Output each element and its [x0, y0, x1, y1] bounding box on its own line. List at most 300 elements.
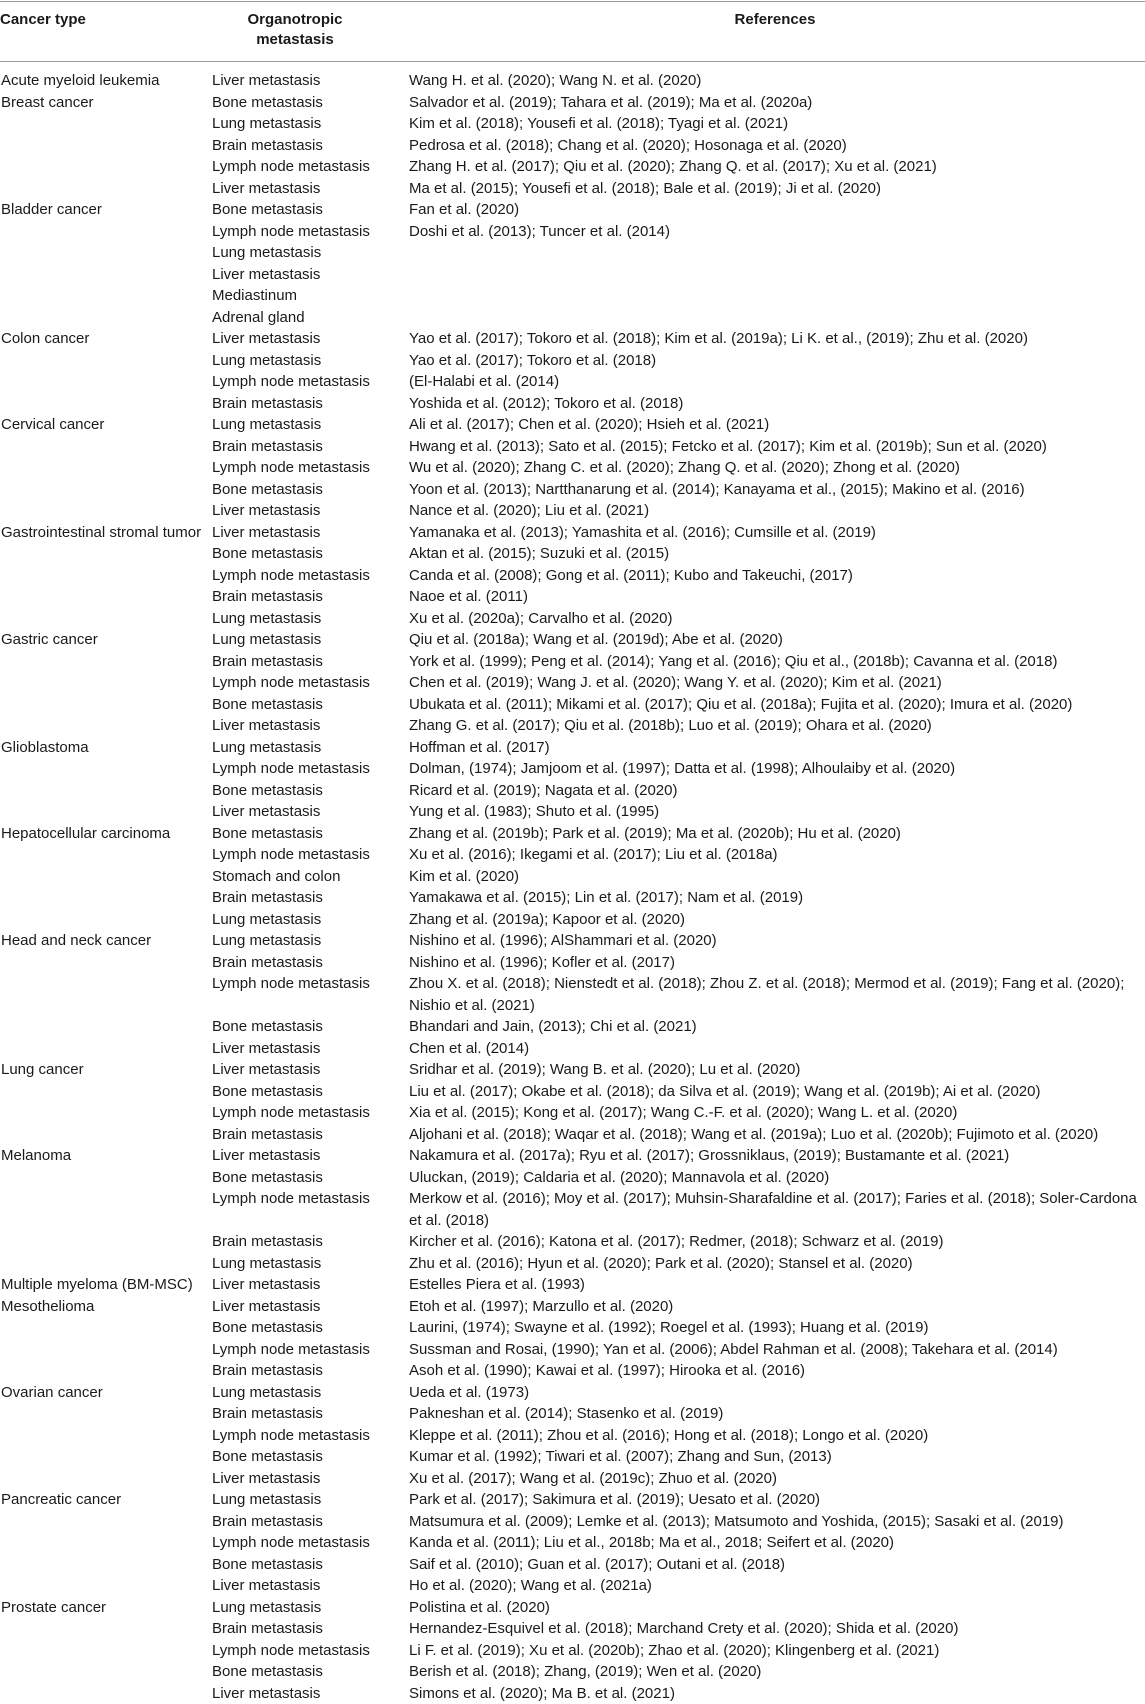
cell-cancer-type: [0, 1446, 212, 1468]
table-row: [0, 1317, 1145, 1339]
cell-metastasis: Lung metastasis: [212, 737, 409, 759]
cell-cancer-type: [0, 500, 212, 522]
cell-cancer-type: Ovarian cancer: [0, 1382, 212, 1404]
cell-metastasis: Bone metastasis: [212, 1317, 409, 1339]
table-row: [0, 1016, 1145, 1038]
cell-cancer-type: [0, 436, 212, 458]
cell-cancer-type: Pancreatic cancer: [0, 1489, 212, 1511]
cell-metastasis: Lung metastasis: [212, 350, 409, 372]
cell-cancer-type: [0, 844, 212, 866]
cell-references: Chen et al. (2014): [409, 1038, 1145, 1060]
cell-cancer-type: Acute myeloid leukemia: [0, 70, 212, 92]
cell-cancer-type: [0, 242, 212, 264]
cell-cancer-type: [0, 350, 212, 372]
cell-references: Doshi et al. (2013); Tuncer et al. (2014): [409, 221, 1145, 243]
cell-metastasis: Lung metastasis: [212, 1382, 409, 1404]
cell-metastasis: Lymph node metastasis: [212, 221, 409, 243]
table-row: [0, 1102, 1145, 1124]
cell-metastasis: Liver metastasis: [212, 178, 409, 200]
table-row: [0, 1124, 1145, 1146]
cell-cancer-type: [0, 285, 212, 307]
cell-metastasis: Bone metastasis: [212, 823, 409, 845]
cell-cancer-type: [0, 1124, 212, 1146]
cell-references: Nakamura et al. (2017a); Ryu et al. (2017); Grossniklaus, (2019); Bustamante et al. (2021): [409, 1145, 1145, 1167]
cell-references: Liu et al. (2017); Okabe et al. (2018); da Silva et al. (2019); Wang et al. (2019b); Ai et al. (2020): [409, 1081, 1145, 1103]
cell-references: Laurini, (1974); Swayne et al. (1992); Roegel et al. (1993); Huang et al. (2019): [409, 1317, 1145, 1339]
table-row: [0, 608, 1145, 630]
cell-cancer-type: Gastrointestinal stromal tumor: [0, 522, 212, 544]
cell-metastasis: Mediastinum: [212, 285, 409, 307]
cell-cancer-type: [0, 1167, 212, 1189]
table-row: [0, 264, 1145, 286]
cell-references: Yao et al. (2017); Tokoro et al. (2018): [409, 350, 1145, 372]
cell-references: Saif et al. (2010); Guan et al. (2017); Outani et al. (2018): [409, 1554, 1145, 1576]
cell-references: Merkow et al. (2016); Moy et al. (2017); Muhsin-Sharafaldine et al. (2017); Faries et al. (2018); Soler-Cardona et al. (2018): [409, 1188, 1145, 1231]
cell-references: Kim et al. (2020): [409, 866, 1145, 888]
cell-cancer-type: [0, 1317, 212, 1339]
cell-cancer-type: [0, 565, 212, 587]
cell-metastasis: Lung metastasis: [212, 1253, 409, 1275]
cell-references: Simons et al. (2020); Ma B. et al. (2021): [409, 1683, 1145, 1704]
cell-references: Yamanaka et al. (2013); Yamashita et al. (2016); Cumsille et al. (2019): [409, 522, 1145, 544]
cell-metastasis: Lymph node metastasis: [212, 973, 409, 1016]
table-row: [0, 1489, 1145, 1511]
cell-references: Yung et al. (1983); Shuto et al. (1995): [409, 801, 1145, 823]
table-row: [0, 113, 1145, 135]
cell-cancer-type: [0, 1532, 212, 1554]
cell-cancer-type: [0, 780, 212, 802]
cell-references: Etoh et al. (1997); Marzullo et al. (2020): [409, 1296, 1145, 1318]
cell-references: Ali et al. (2017); Chen et al. (2020); Hsieh et al. (2021): [409, 414, 1145, 436]
cell-references: Dolman, (1974); Jamjoom et al. (1997); Datta et al. (1998); Alhoulaiby et al. (2020): [409, 758, 1145, 780]
header-rule: [0, 61, 1145, 62]
cell-cancer-type: [0, 1575, 212, 1597]
cell-metastasis: Bone metastasis: [212, 1661, 409, 1683]
cell-metastasis: Liver metastasis: [212, 522, 409, 544]
cell-metastasis: Bone metastasis: [212, 1016, 409, 1038]
table-row: [0, 629, 1145, 651]
table-row: [0, 393, 1145, 415]
table-row: [0, 1661, 1145, 1683]
table-row: [0, 178, 1145, 200]
cell-metastasis: Liver metastasis: [212, 328, 409, 350]
cell-cancer-type: [0, 909, 212, 931]
header-organotropic-metastasis: Organotropic metastasis: [211, 10, 379, 50]
cell-cancer-type: Head and neck cancer: [0, 930, 212, 952]
table-row: [0, 651, 1145, 673]
cell-references: Hwang et al. (2013); Sato et al. (2015); Fetcko et al. (2017); Kim et al. (2019b); Sun et al. (2020): [409, 436, 1145, 458]
table-row: [0, 307, 1145, 329]
cell-metastasis: Brain metastasis: [212, 1403, 409, 1425]
cell-cancer-type: [0, 1231, 212, 1253]
cell-cancer-type: [0, 543, 212, 565]
cell-cancer-type: [0, 113, 212, 135]
cell-metastasis: Liver metastasis: [212, 1038, 409, 1060]
cell-cancer-type: [0, 264, 212, 286]
cell-references: Ueda et al. (1973): [409, 1382, 1145, 1404]
table-row: [0, 1446, 1145, 1468]
table-row: [0, 1683, 1145, 1704]
cell-cancer-type: [0, 1339, 212, 1361]
cell-metastasis: Brain metastasis: [212, 135, 409, 157]
cell-cancer-type: [0, 1618, 212, 1640]
cell-metastasis: Brain metastasis: [212, 393, 409, 415]
cell-references: Naoe et al. (2011): [409, 586, 1145, 608]
cell-metastasis: Lymph node metastasis: [212, 1188, 409, 1231]
cell-references: Park et al. (2017); Sakimura et al. (2019); Uesato et al. (2020): [409, 1489, 1145, 1511]
cell-references: Yoshida et al. (2012); Tokoro et al. (2018): [409, 393, 1145, 415]
cell-references: Aljohani et al. (2018); Waqar et al. (2018); Wang et al. (2019a); Luo et al. (2020b); Fujimoto et al. (2020): [409, 1124, 1145, 1146]
cell-metastasis: Lymph node metastasis: [212, 565, 409, 587]
table-row: [0, 199, 1145, 221]
cell-references: [409, 264, 1145, 286]
cell-cancer-type: [0, 801, 212, 823]
cell-metastasis: Lung metastasis: [212, 242, 409, 264]
table-row: [0, 1360, 1145, 1382]
cell-cancer-type: [0, 1683, 212, 1704]
table-row: [0, 1038, 1145, 1060]
cell-references: Xu et al. (2017); Wang et al. (2019c); Zhuo et al. (2020): [409, 1468, 1145, 1490]
cell-metastasis: Lymph node metastasis: [212, 371, 409, 393]
cell-cancer-type: Hepatocellular carcinoma: [0, 823, 212, 845]
table-row: [0, 1339, 1145, 1361]
cell-metastasis: Lung metastasis: [212, 629, 409, 651]
cell-references: Canda et al. (2008); Gong et al. (2011); Kubo and Takeuchi, (2017): [409, 565, 1145, 587]
cell-cancer-type: [0, 952, 212, 974]
cell-metastasis: Liver metastasis: [212, 1683, 409, 1704]
cell-references: Hoffman et al. (2017): [409, 737, 1145, 759]
cell-metastasis: Liver metastasis: [212, 500, 409, 522]
cell-references: Xu et al. (2020a); Carvalho et al. (2020): [409, 608, 1145, 630]
table-row: [0, 457, 1145, 479]
table-row: [0, 1403, 1145, 1425]
cell-cancer-type: [0, 586, 212, 608]
cell-metastasis: Brain metastasis: [212, 1360, 409, 1382]
cell-metastasis: Liver metastasis: [212, 1575, 409, 1597]
cell-references: Matsumura et al. (2009); Lemke et al. (2013); Matsumoto and Yoshida, (2015); Sasaki et al. (2019): [409, 1511, 1145, 1533]
cell-references: Kumar et al. (1992); Tiwari et al. (2007); Zhang and Sun, (2013): [409, 1446, 1145, 1468]
cell-cancer-type: [0, 1554, 212, 1576]
cell-cancer-type: [0, 307, 212, 329]
cell-metastasis: Brain metastasis: [212, 1511, 409, 1533]
cell-references: (El-Halabi et al. (2014): [409, 371, 1145, 393]
cell-cancer-type: [0, 651, 212, 673]
cell-metastasis: Adrenal gland: [212, 307, 409, 329]
table-row: [0, 1425, 1145, 1447]
table-row: [0, 1554, 1145, 1576]
cell-metastasis: Lung metastasis: [212, 909, 409, 931]
table-row: [0, 221, 1145, 243]
cell-references: Chen et al. (2019); Wang J. et al. (2020); Wang Y. et al. (2020); Kim et al. (2021): [409, 672, 1145, 694]
cell-cancer-type: Colon cancer: [0, 328, 212, 350]
cell-metastasis: Bone metastasis: [212, 1081, 409, 1103]
cell-cancer-type: [0, 393, 212, 415]
table-row: [0, 242, 1145, 264]
cell-references: Ma et al. (2015); Yousefi et al. (2018); Bale et al. (2019); Ji et al. (2020): [409, 178, 1145, 200]
cell-references: Pakneshan et al. (2014); Stasenko et al. (2019): [409, 1403, 1145, 1425]
cell-cancer-type: [0, 694, 212, 716]
table-row: [0, 92, 1145, 114]
header-cancer-type: Cancer type: [0, 10, 210, 30]
cell-metastasis: Bone metastasis: [212, 1446, 409, 1468]
cell-metastasis: Lung metastasis: [212, 1489, 409, 1511]
table-row: [0, 801, 1145, 823]
cell-cancer-type: Melanoma: [0, 1145, 212, 1167]
table-row: [0, 1296, 1145, 1318]
table-row: [0, 1575, 1145, 1597]
cell-references: York et al. (1999); Peng et al. (2014); Yang et al. (2016); Qiu et al., (2018b); Cavanna et al. (2018): [409, 651, 1145, 673]
cell-references: Sussman and Rosai, (1990); Yan et al. (2006); Abdel Rahman et al. (2008); Takehara et al. (2014): [409, 1339, 1145, 1361]
cell-cancer-type: [0, 1425, 212, 1447]
cell-cancer-type: [0, 479, 212, 501]
cell-metastasis: Lymph node metastasis: [212, 1640, 409, 1662]
cell-cancer-type: Mesothelioma: [0, 1296, 212, 1318]
cell-cancer-type: [0, 1403, 212, 1425]
cell-metastasis: Lymph node metastasis: [212, 457, 409, 479]
cell-references: Uluckan, (2019); Caldaria et al. (2020); Mannavola et al. (2020): [409, 1167, 1145, 1189]
cell-metastasis: Lymph node metastasis: [212, 758, 409, 780]
cell-cancer-type: [0, 1253, 212, 1275]
cell-metastasis: Lymph node metastasis: [212, 156, 409, 178]
cell-references: Bhandari and Jain, (2013); Chi et al. (2021): [409, 1016, 1145, 1038]
cell-metastasis: Lung metastasis: [212, 1597, 409, 1619]
table-row: [0, 737, 1145, 759]
cell-cancer-type: Glioblastoma: [0, 737, 212, 759]
table-row: [0, 952, 1145, 974]
cell-references: Nance et al. (2020); Liu et al. (2021): [409, 500, 1145, 522]
cell-metastasis: Lymph node metastasis: [212, 844, 409, 866]
cell-metastasis: Brain metastasis: [212, 651, 409, 673]
table-body: [0, 70, 1145, 1704]
cell-metastasis: Lung metastasis: [212, 930, 409, 952]
cell-metastasis: Liver metastasis: [212, 1468, 409, 1490]
table-row: [0, 414, 1145, 436]
cell-cancer-type: [0, 672, 212, 694]
cell-metastasis: Liver metastasis: [212, 801, 409, 823]
cell-references: Nishino et al. (1996); Kofler et al. (2017): [409, 952, 1145, 974]
cell-cancer-type: [0, 156, 212, 178]
cell-metastasis: Bone metastasis: [212, 479, 409, 501]
cell-metastasis: Brain metastasis: [212, 436, 409, 458]
table-row: [0, 156, 1145, 178]
cell-metastasis: Brain metastasis: [212, 586, 409, 608]
cell-cancer-type: Bladder cancer: [0, 199, 212, 221]
cell-references: Zhang et al. (2019b); Park et al. (2019); Ma et al. (2020b); Hu et al. (2020): [409, 823, 1145, 845]
table-row: [0, 973, 1145, 1016]
table-row: [0, 135, 1145, 157]
cell-references: Zhang et al. (2019a); Kapoor et al. (2020): [409, 909, 1145, 931]
cell-references: Sridhar et al. (2019); Wang B. et al. (2020); Lu et al. (2020): [409, 1059, 1145, 1081]
cell-references: Kanda et al. (2011); Liu et al., 2018b; Ma et al., 2018; Seifert et al. (2020): [409, 1532, 1145, 1554]
cell-references: Asoh et al. (1990); Kawai et al. (1997); Hirooka et al. (2016): [409, 1360, 1145, 1382]
table-row: [0, 1081, 1145, 1103]
cell-cancer-type: Multiple myeloma (BM-MSC): [0, 1274, 212, 1296]
cell-metastasis: Liver metastasis: [212, 1059, 409, 1081]
cell-references: Xu et al. (2016); Ikegami et al. (2017); Liu et al. (2018a): [409, 844, 1145, 866]
cell-metastasis: Lung metastasis: [212, 414, 409, 436]
table-row: [0, 328, 1145, 350]
cell-references: Nishino et al. (1996); AlShammari et al. (2020): [409, 930, 1145, 952]
table-row: [0, 758, 1145, 780]
table-row: [0, 371, 1145, 393]
cell-cancer-type: [0, 608, 212, 630]
cell-cancer-type: [0, 1081, 212, 1103]
cell-references: Wang H. et al. (2020); Wang N. et al. (2020): [409, 70, 1145, 92]
cell-references: Zhu et al. (2016); Hyun et al. (2020); Park et al. (2020); Stansel et al. (2020): [409, 1253, 1145, 1275]
cell-metastasis: Bone metastasis: [212, 694, 409, 716]
cell-references: Kleppe et al. (2011); Zhou et al. (2016); Hong et al. (2018); Longo et al. (2020): [409, 1425, 1145, 1447]
cell-metastasis: Liver metastasis: [212, 1296, 409, 1318]
cell-references: Ricard et al. (2019); Nagata et al. (2020): [409, 780, 1145, 802]
cell-cancer-type: [0, 1661, 212, 1683]
cell-references: Estelles Piera et al. (1993): [409, 1274, 1145, 1296]
cell-cancer-type: [0, 1468, 212, 1490]
cell-metastasis: Liver metastasis: [212, 1145, 409, 1167]
table-row: [0, 1274, 1145, 1296]
cell-references: [409, 285, 1145, 307]
cell-cancer-type: [0, 1016, 212, 1038]
cell-references: Zhang G. et al. (2017); Qiu et al. (2018b); Luo et al. (2019); Ohara et al. (2020): [409, 715, 1145, 737]
cell-references: Kim et al. (2018); Yousefi et al. (2018); Tyagi et al. (2021): [409, 113, 1145, 135]
cell-metastasis: Brain metastasis: [212, 952, 409, 974]
table-row: [0, 715, 1145, 737]
cell-metastasis: Brain metastasis: [212, 1231, 409, 1253]
table-row: [0, 1532, 1145, 1554]
cell-metastasis: Liver metastasis: [212, 1274, 409, 1296]
cell-metastasis: Lymph node metastasis: [212, 1339, 409, 1361]
cell-cancer-type: [0, 1511, 212, 1533]
table-row: [0, 672, 1145, 694]
table-row: [0, 1059, 1145, 1081]
cell-references: Zhang H. et al. (2017); Qiu et al. (2020); Zhang Q. et al. (2017); Xu et al. (2021): [409, 156, 1145, 178]
cell-cancer-type: Gastric cancer: [0, 629, 212, 651]
table-row: [0, 565, 1145, 587]
cell-metastasis: Liver metastasis: [212, 70, 409, 92]
cell-cancer-type: [0, 371, 212, 393]
cell-cancer-type: Breast cancer: [0, 92, 212, 114]
cell-metastasis: Lung metastasis: [212, 608, 409, 630]
cell-references: [409, 307, 1145, 329]
cell-metastasis: Bone metastasis: [212, 199, 409, 221]
cell-references: Ho et al. (2020); Wang et al. (2021a): [409, 1575, 1145, 1597]
cell-metastasis: Stomach and colon: [212, 866, 409, 888]
cell-references: [409, 242, 1145, 264]
cell-metastasis: Bone metastasis: [212, 543, 409, 565]
table-row: [0, 285, 1145, 307]
cell-references: Kircher et al. (2016); Katona et al. (2017); Redmer, (2018); Schwarz et al. (2019): [409, 1231, 1145, 1253]
cell-references: Xia et al. (2015); Kong et al. (2017); Wang C.-F. et al. (2020); Wang L. et al. (2020): [409, 1102, 1145, 1124]
cell-metastasis: Lymph node metastasis: [212, 1102, 409, 1124]
cell-references: Hernandez-Esquivel et al. (2018); Marchand Crety et al. (2020); Shida et al. (2020): [409, 1618, 1145, 1640]
table-row: [0, 1618, 1145, 1640]
table-row: [0, 844, 1145, 866]
table-row: [0, 543, 1145, 565]
cell-cancer-type: [0, 1360, 212, 1382]
cell-cancer-type: [0, 866, 212, 888]
cell-metastasis: Bone metastasis: [212, 1554, 409, 1576]
table-row: [0, 930, 1145, 952]
cell-references: Pedrosa et al. (2018); Chang et al. (2020); Hosonaga et al. (2020): [409, 135, 1145, 157]
table-row: [0, 1188, 1145, 1231]
cell-cancer-type: [0, 973, 212, 1016]
table-row: [0, 887, 1145, 909]
cell-cancer-type: [0, 1102, 212, 1124]
header-references: References: [405, 10, 1145, 30]
table-row: [0, 1640, 1145, 1662]
table-row: [0, 500, 1145, 522]
cell-metastasis: Bone metastasis: [212, 92, 409, 114]
cell-cancer-type: Lung cancer: [0, 1059, 212, 1081]
table-row: [0, 1468, 1145, 1490]
cell-cancer-type: [0, 1038, 212, 1060]
table-row: [0, 1382, 1145, 1404]
cell-metastasis: Liver metastasis: [212, 715, 409, 737]
table-row: [0, 586, 1145, 608]
cell-metastasis: Brain metastasis: [212, 1124, 409, 1146]
table-row: [0, 1145, 1145, 1167]
table-row: [0, 823, 1145, 845]
cell-cancer-type: Cervical cancer: [0, 414, 212, 436]
cell-cancer-type: [0, 1188, 212, 1231]
cell-cancer-type: [0, 135, 212, 157]
cell-cancer-type: [0, 457, 212, 479]
cell-metastasis: Lung metastasis: [212, 113, 409, 135]
cell-references: Li F. et al. (2019); Xu et al. (2020b); Zhao et al. (2020); Klingenberg et al. (2021): [409, 1640, 1145, 1662]
cell-cancer-type: [0, 758, 212, 780]
cell-cancer-type: Prostate cancer: [0, 1597, 212, 1619]
table-row: [0, 522, 1145, 544]
cell-metastasis: Lymph node metastasis: [212, 672, 409, 694]
cell-references: Wu et al. (2020); Zhang C. et al. (2020); Zhang Q. et al. (2020); Zhong et al. (2020): [409, 457, 1145, 479]
cell-references: Polistina et al. (2020): [409, 1597, 1145, 1619]
cell-metastasis: Bone metastasis: [212, 1167, 409, 1189]
cell-references: Fan et al. (2020): [409, 199, 1145, 221]
cell-metastasis: Liver metastasis: [212, 264, 409, 286]
table-row: [0, 866, 1145, 888]
table-row: [0, 1231, 1145, 1253]
cell-cancer-type: [0, 715, 212, 737]
table-row: [0, 1511, 1145, 1533]
cell-references: Yamakawa et al. (2015); Lin et al. (2017); Nam et al. (2019): [409, 887, 1145, 909]
table-row: [0, 909, 1145, 931]
cell-references: Aktan et al. (2015); Suzuki et al. (2015): [409, 543, 1145, 565]
cell-references: Qiu et al. (2018a); Wang et al. (2019d); Abe et al. (2020): [409, 629, 1145, 651]
cell-references: Salvador et al. (2019); Tahara et al. (2019); Ma et al. (2020a): [409, 92, 1145, 114]
cell-metastasis: Lymph node metastasis: [212, 1532, 409, 1554]
cell-references: Ubukata et al. (2011); Mikami et al. (2017); Qiu et al. (2018a); Fujita et al. (2020); Imura et al. (2020): [409, 694, 1145, 716]
cell-metastasis: Lymph node metastasis: [212, 1425, 409, 1447]
cell-cancer-type: [0, 1640, 212, 1662]
table-row: [0, 1167, 1145, 1189]
cell-cancer-type: [0, 221, 212, 243]
table-row: [0, 1597, 1145, 1619]
cell-references: Berish et al. (2018); Zhang, (2019); Wen et al. (2020): [409, 1661, 1145, 1683]
table-row: [0, 479, 1145, 501]
cell-metastasis: Brain metastasis: [212, 1618, 409, 1640]
cell-references: Yoon et al. (2013); Nartthanarung et al. (2014); Kanayama et al., (2015); Makino et al. (2016): [409, 479, 1145, 501]
cell-references: Yao et al. (2017); Tokoro et al. (2018); Kim et al. (2019a); Li K. et al., (2019); Zhu et al. (2020): [409, 328, 1145, 350]
cell-references: Zhou X. et al. (2018); Nienstedt et al. (2018); Zhou Z. et al. (2018); Mermod et al. (2019); Fang et al. (2020); Nishio et al. (2021): [409, 973, 1145, 1016]
table-row: [0, 350, 1145, 372]
table-row: [0, 436, 1145, 458]
top-rule: [0, 1, 1145, 2]
table-row: [0, 1253, 1145, 1275]
cell-cancer-type: [0, 178, 212, 200]
cell-metastasis: Bone metastasis: [212, 780, 409, 802]
cell-cancer-type: [0, 887, 212, 909]
table-row: [0, 780, 1145, 802]
cell-metastasis: Brain metastasis: [212, 887, 409, 909]
